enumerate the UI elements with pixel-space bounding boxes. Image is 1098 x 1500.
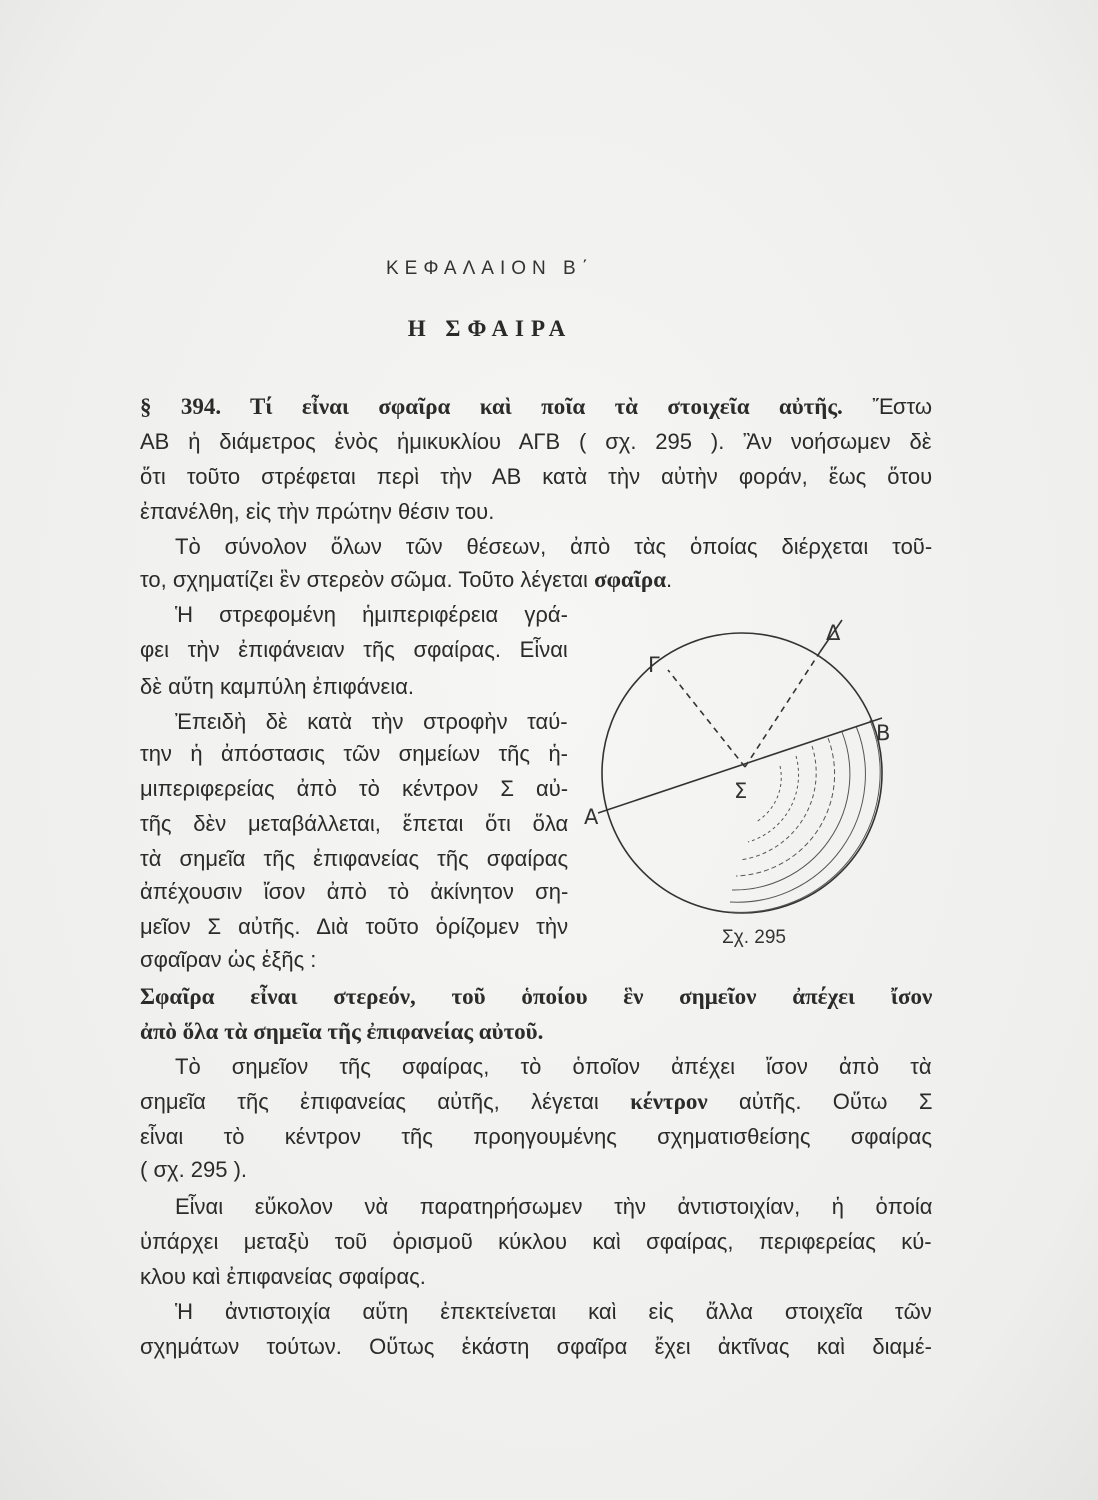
text-line [140,462,932,492]
text-line [175,1052,932,1082]
text-line [175,1297,932,1327]
text-segment: εἶναι τὸ κέντρον τῆς προηγουμένης σχηματισθείσης σφαίρας [140,1124,932,1149]
text-segment: σφαῖραν ὡς ἑξῆς : [140,947,317,972]
text-segment: Εἶναι εὔκολον νὰ παρατηρήσωμεν τὴν ἀντιστοιχίαν, ἡ ὁποία [175,1194,933,1219]
section-title: Η ΣΦΑΙΡΑ [407,316,573,341]
radius-SG [668,670,745,767]
label-D: Δ [826,621,841,645]
text-line [140,635,568,665]
text-line [140,1017,543,1047]
text-line [175,532,932,562]
text-segment: τῆς δὲν μεταβάλλεται, ἕπεται ὅτι ὅλα [140,811,569,836]
label-G: Γ [648,653,660,677]
text-line [140,774,568,804]
text-line [140,912,568,942]
radius-SD [745,652,820,767]
text-segment: Ἡ στρεφομένη ἡμιπεριφέρεια γρά- [175,602,568,627]
text-segment: Ἐπειδὴ δὲ κατὰ τὴν στροφὴν ταύ- [175,709,568,734]
text-segment: ἀπέχουσιν ἴσον ἀπὸ τὸ ἀκίνητον ση- [140,879,569,904]
text-segment: μεῖον Σ αὐτῆς. Διὰ τοῦτο ὁρίζομεν τὴν [140,914,569,939]
text-segment: Ἔστω [842,394,933,419]
text-segment: φει τὴν ἐπιφάνειαν τῆς σφαίρας. Εἶναι [140,637,568,662]
label-S: Σ [734,779,748,803]
text-segment: το, σχηματίζει ἓν στερεὸν σῶμα. Τοῦτο λέγεται [140,567,595,592]
text-segment: αὐτῆς. Οὕτω Σ [707,1089,933,1114]
shading-arcs [730,720,880,912]
text-line [175,1192,932,1222]
text-segment: Ἡ ἀντιστοιχία αὕτη ἐπεκτείνεται καὶ εἰς ἄλλα στοιχεῖα τῶν [175,1299,932,1324]
text-segment: δὲ αὕτη καμπύλη ἐπιφάνεια. [140,674,415,699]
text-line [140,497,494,527]
text-line [175,600,568,630]
text-segment: Τὸ σημεῖον τῆς σφαίρας, τὸ ὁποῖον ἀπέχει ἴσον ἀπὸ τὰ [175,1054,932,1079]
text-line [140,877,568,907]
sphere-figure [580,610,920,960]
text-line [140,1087,932,1117]
text-line [140,427,932,457]
text-segment: σχημάτων τούτων. Οὕτως ἑκάστη σφαῖρα ἔχει ἀκτῖνας καὶ διαμέ- [140,1334,932,1359]
text-segment: μιπεριφερείας ἀπὸ τὸ κέντρον Σ αὐ- [140,776,569,801]
bold-text: κέντρον [630,1089,708,1114]
text-line [175,707,568,737]
label-A: Α [584,805,599,829]
text-segment: Τὸ σύνολον ὅλων τῶν θέσεων, ἀπὸ τὰς ὁποίας διέρχεται τοῦ- [175,534,933,559]
text-segment: ( σχ. 295 ). [140,1157,248,1182]
text-segment: ὅτι τοῦτο στρέφεται περὶ τὴν ΑΒ κατὰ τὴν αὐτὴν φοράν, ἕως ὅτου [140,464,933,489]
text-segment: σημεῖα τῆς ἐπιφανείας αὐτῆς, λέγεται [140,1089,631,1114]
text-line [140,844,568,874]
bold-text: § 394. Τί εἶναι σφαῖρα καὶ ποῖα τὰ στοιχεῖα αὐτῆς. [140,394,843,419]
text-segment: τὰ σημεῖα τῆς ἐπιφανείας τῆς σφαίρας [140,846,569,871]
chapter-heading: ΚΕΦΑΛΑΙΟΝ Β΄ [385,258,595,279]
text-segment: ἐπανέλθη, εἰς τὴν πρώτην θέσιν του. [140,499,495,524]
text-line [140,1262,426,1292]
bold-text: ἀπὸ ὅλα τὰ σημεῖα τῆς ἐπιφανείας αὐτοῦ. [140,1019,544,1044]
text-line [140,1332,932,1362]
text-line [140,982,932,1012]
text-line [140,809,568,839]
label-B: Β [876,721,891,745]
text-line [140,945,316,975]
text-segment: κλου καὶ ἐπιφανείας σφαίρας. [140,1264,426,1289]
text-line [140,672,414,702]
text-segment: ὑπάρχει μεταξὺ τοῦ ὁρισμοῦ κύκλου καὶ σφαίρας, περιφερείας κύ- [140,1229,932,1254]
text-segment: . [666,567,673,592]
figure-caption: Σχ. 295 [722,927,786,948]
text-line [140,565,672,595]
text-line [140,1227,932,1257]
text-line [140,739,568,769]
bold-text: Σφαῖρα εἶναι στερεόν, τοῦ ὁποίου ἓν σημεῖον ἀπέχει ἴσον [140,984,933,1009]
text-segment: ΑΒ ἡ διάμετρος ἑνὸς ἡμικυκλίου ΑΓΒ ( σχ. 295 ). Ἂν νοήσωμεν δὲ [140,429,932,454]
text-line [140,392,932,422]
text-line [140,1155,247,1185]
text-line [140,1122,932,1152]
bold-text: σφαῖρα [594,567,667,592]
text-segment: την ἡ ἀπόστασις τῶν σημείων τῆς ἡ- [140,741,569,766]
